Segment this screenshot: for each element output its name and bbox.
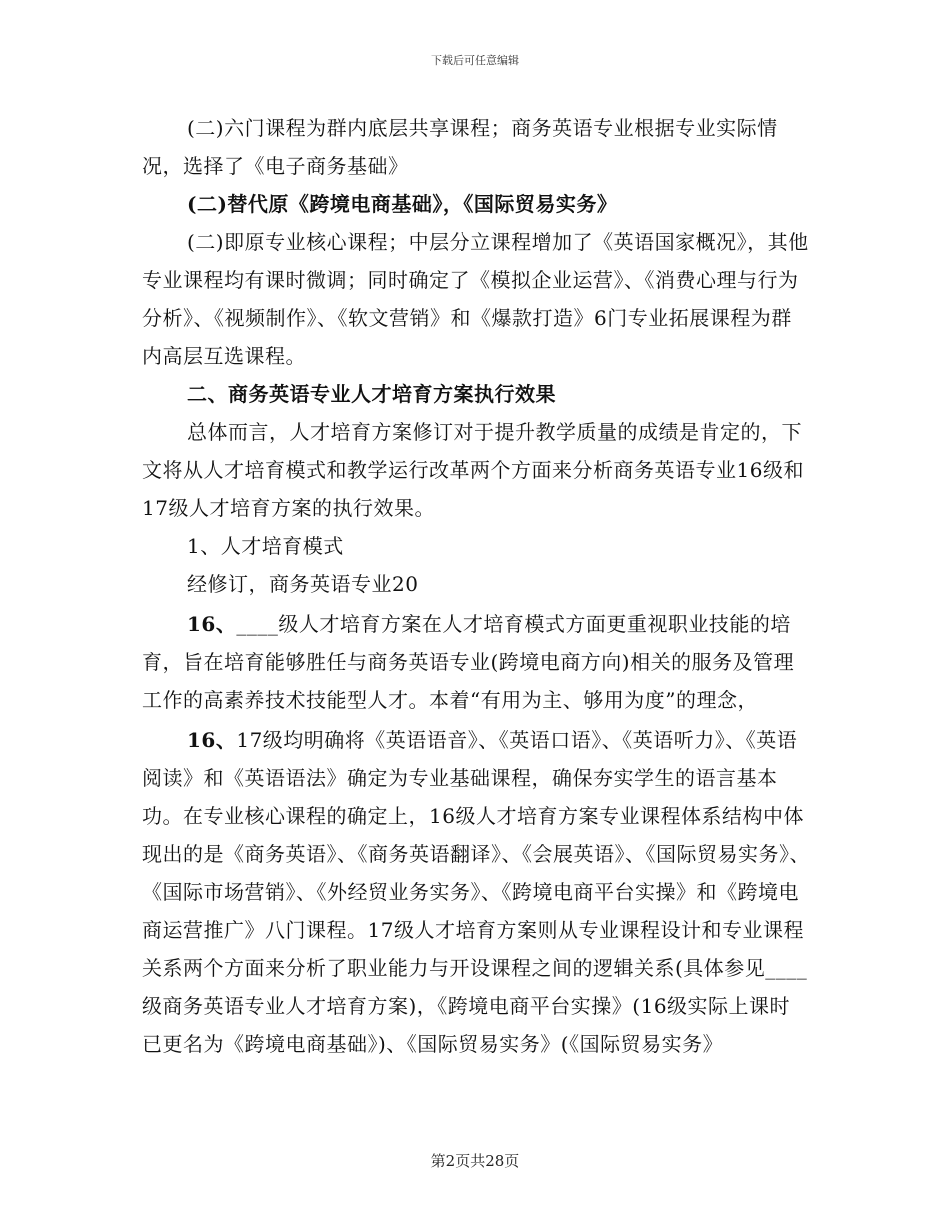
page-number-footer: 第2页共28页 [430,1152,520,1170]
paragraph-replacement-heading: (二)替代原《跨境电商基础》，《国际贸易实务》 [187,192,618,216]
header-note: 下载后可任意编辑 [431,54,519,67]
paragraph-lead-number: 16、 [187,612,237,636]
document-body [142,109,810,1063]
paragraph-training-goal-text: ____级人才培育方案在人才培育模式方面更重视职业技能的培育，旨在培育能够胜任与商务英语专业(跨境电商方向)相关的服务及管理工作的高素养技术技能型人才。本着“有用为主、够用为度”的理念， [142,612,795,712]
paragraph-lead-number: 16、 [187,728,237,752]
paragraph-revision-note: 经修订，商务英语专业20 [187,572,419,596]
paragraph-course-structure [142,721,810,1063]
paragraph-overview: 总体而言，人才培育方案修订对于提升教学质量的成绩是肯定的，下文将从人才培育模式和教学运行改革两个方面来分析商务英语专业16级和17级人才培育方案的执行效果。 [142,420,804,520]
subheading-training-mode: 1、人才培育模式 [187,534,344,558]
section-heading-execution-effect: 二、商务英语专业人才培育方案执行效果 [187,382,556,406]
paragraph-core-courses: (二)即原专业核心课程；中层分立课程增加了《英语国家概况》，其他专业课程均有课时微调；同时确定了《模拟企业运营》、《消费心理与行为分析》、《视频制作》、《软文营销》和《爆款打造》6门专业拓展课程为群内高层互选课程。 [142,230,809,368]
paragraph-shared-courses: (二)六门课程为群内底层共享课程；商务英语专业根据专业实际情况，选择了《电子商务基础》 [142,116,778,178]
paragraph-training-goal [142,605,810,719]
paragraph-course-structure-text: 17级均明确将《英语语音》、《英语口语》、《英语听力》、《英语阅读》和《英语语法》确定为专业基础课程，确保夯实学生的语言基本功。在专业核心课程的确定上，16级人才培育方案专业课程体系结构中体现出的是《商务英语》、《商务英语翻译》、《会展英语》、《国际贸易实务》、《国际市场营销》、《外经贸业务实务》、《跨境电商平台实操》和《跨境电商运营推广》八门课程。17级人才培育方案则从专业课程设计和专业课程关系两个方面来分析了职业能力与开设课程之间的逻辑关系(具体参见____级商务英语专业人才培育方案)，《跨境电商平台实操》(16级实际上课时已更名为《跨境电商基础》)、《国际贸易实务》(《国际贸易实务》 [142,728,810,1056]
